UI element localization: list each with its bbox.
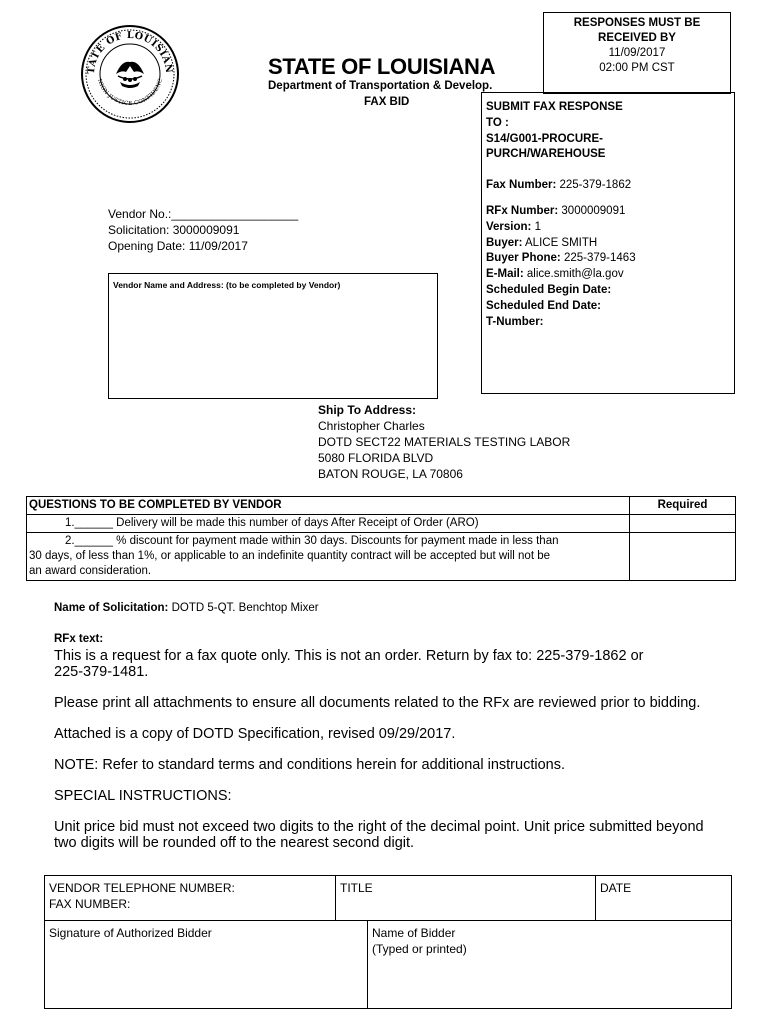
- rfx-paragraph-6: [54, 819, 744, 851]
- vendor-questions-table: [26, 496, 736, 581]
- vendor-phone-label: VENDOR TELEPHONE NUMBER:: [49, 881, 235, 895]
- signature-cell[interactable]: [49, 925, 212, 941]
- question-1-required-cell[interactable]: [630, 515, 736, 533]
- email-value: alice.smith@la.gov: [526, 268, 624, 281]
- buyer-phone-row: [486, 251, 730, 267]
- end-date-label: Scheduled End Date:: [486, 299, 602, 312]
- rfx-number-value: 3000009091: [561, 204, 626, 217]
- submit-fax-response-box: [481, 92, 735, 394]
- table-row: [27, 533, 736, 581]
- email-row: [486, 267, 730, 283]
- svg-text:STATE OF LOUISIANA: TATE OF LOUISIAN: [85, 29, 175, 75]
- page-title: STATE OF LOUISIANA: [268, 54, 496, 79]
- date-cell[interactable]: [600, 880, 631, 896]
- submit-address-line2: PURCH/WAREHOUSE: [486, 148, 606, 161]
- rfx-paragraph-1: [54, 648, 744, 680]
- rfx-p1-line1: This is a request for a fax quote only. This is not an order. Return by fax to: 225-379-1862 or: [54, 648, 644, 664]
- rfx-number-label: RFx Number:: [486, 204, 559, 217]
- required-heading: Required: [630, 497, 736, 515]
- ship-to-line4: BATON ROUGE, LA 70806: [318, 467, 463, 481]
- rfx-p6-line1: Unit price bid must not exceed two digits to the right of the decimal point. Unit price submitted beyond: [54, 819, 704, 835]
- response-line1: RESPONSES MUST BE: [573, 17, 701, 29]
- ship-to-line1: Christopher Charles: [318, 419, 425, 433]
- signature-block: [44, 875, 732, 1009]
- submit-heading-line1: SUBMIT FAX RESPONSE: [486, 101, 623, 113]
- vendor-phone-cell[interactable]: [49, 880, 235, 912]
- buyer-row: [486, 236, 730, 252]
- question-2: [27, 533, 630, 581]
- buyer-phone-value: 225-379-1463: [563, 252, 636, 265]
- bidder-name-label-line1: Name of Bidder: [372, 926, 456, 940]
- begin-date-label: Scheduled Begin Date:: [486, 283, 612, 296]
- response-time: 02:00 PM CST: [599, 62, 675, 74]
- buyer-phone-label: Buyer Phone:: [486, 252, 561, 265]
- fax-number-value: 225-379-1862: [559, 179, 632, 192]
- version-label: Version:: [486, 220, 532, 233]
- ship-to-line2: DOTD SECT22 MATERIALS TESTING LABOR: [318, 435, 571, 449]
- solicitation-name: [54, 602, 319, 614]
- vendor-number: Vendor No.:___________________: [108, 207, 299, 221]
- opening-date: Opening Date: 11/09/2017: [108, 239, 248, 253]
- signature-label: Signature of Authorized Bidder: [49, 926, 212, 940]
- table-row: [27, 515, 736, 533]
- fax-number-label: Fax Number:: [486, 179, 557, 192]
- solicitation-number: Solicitation: 3000009091: [108, 223, 240, 237]
- response-deadline-box: [543, 12, 731, 94]
- solicitation-name-label: Name of Solicitation:: [54, 602, 169, 614]
- ship-to-address: [318, 402, 570, 482]
- ship-to-line3: 5080 FLORIDA BLVD: [318, 451, 434, 465]
- vendor-name-address-box[interactable]: [108, 273, 438, 399]
- t-number-label: T-Number:: [486, 315, 544, 328]
- questions-heading: QUESTIONS TO BE COMPLETED BY VENDOR: [27, 497, 630, 515]
- title-label: TITLE: [340, 881, 373, 895]
- solicitation-name-value: DOTD 5-QT. Benchtop Mixer: [171, 602, 319, 614]
- rfx-paragraph-3: Attached is a copy of DOTD Specification, revised 09/29/2017.: [54, 726, 456, 742]
- question-2-line1: 2.______ % discount for payment made within 30 days. Discounts for payment made in less than: [65, 535, 559, 547]
- question-2-required-cell[interactable]: [630, 533, 736, 581]
- bidder-name-cell[interactable]: [372, 925, 467, 957]
- vendor-info: [108, 206, 298, 254]
- date-label: DATE: [600, 881, 632, 895]
- form-type: FAX BID: [364, 96, 410, 108]
- question-1: 1.______ Delivery will be made this number of days After Receipt of Order (ARO): [27, 515, 630, 533]
- rfx-number-row: [486, 204, 730, 220]
- response-line2: RECEIVED BY: [598, 32, 676, 44]
- vendor-name-address-label: Vendor Name and Address: (to be completed by Vendor): [113, 280, 341, 290]
- fax-number-row: [486, 178, 730, 194]
- table-header-row: [27, 497, 736, 515]
- rfx-p1-line2: 225-379-1481.: [54, 664, 149, 680]
- svg-text:UNION JUSTICE CONFIDENCE: NION JUSTICE CONFIDENC: [95, 77, 165, 107]
- rfx-p6-line2: two digits will be rounded off to the nearest second digit.: [54, 835, 415, 851]
- bidder-name-label-line2: (Typed or printed): [372, 942, 467, 956]
- version-value: 1: [534, 220, 541, 233]
- submit-heading-line2: TO :: [486, 116, 509, 129]
- state-seal-logo: [80, 24, 180, 124]
- rfx-paragraph-2: Please print all attachments to ensure all documents related to the RFx are reviewed prior to bidding.: [54, 695, 701, 711]
- email-label: E-Mail:: [486, 268, 524, 281]
- rfx-paragraph-4: NOTE: Refer to standard terms and conditions herein for additional instructions.: [54, 757, 565, 773]
- title-cell[interactable]: [340, 880, 373, 896]
- department-name: Department of Transportation & Develop.: [268, 80, 493, 92]
- submit-address-line1: S14/G001-PROCURE-: [486, 132, 603, 145]
- buyer-label: Buyer:: [486, 236, 523, 249]
- question-2-line3: an award consideration.: [29, 565, 152, 577]
- response-date: 11/09/2017: [608, 47, 666, 59]
- ship-to-label: Ship To Address:: [318, 403, 417, 417]
- question-2-line2: 30 days, of less than 1%, or applicable to an indefinite quantity contract will be accepted but will not be: [29, 550, 551, 562]
- rfx-paragraph-5: SPECIAL INSTRUCTIONS:: [54, 788, 232, 804]
- fax-number-field-label: FAX NUMBER:: [49, 897, 131, 911]
- rfx-text-label: RFx text:: [54, 633, 104, 645]
- buyer-value: ALICE SMITH: [525, 236, 598, 249]
- version-row: [486, 220, 730, 236]
